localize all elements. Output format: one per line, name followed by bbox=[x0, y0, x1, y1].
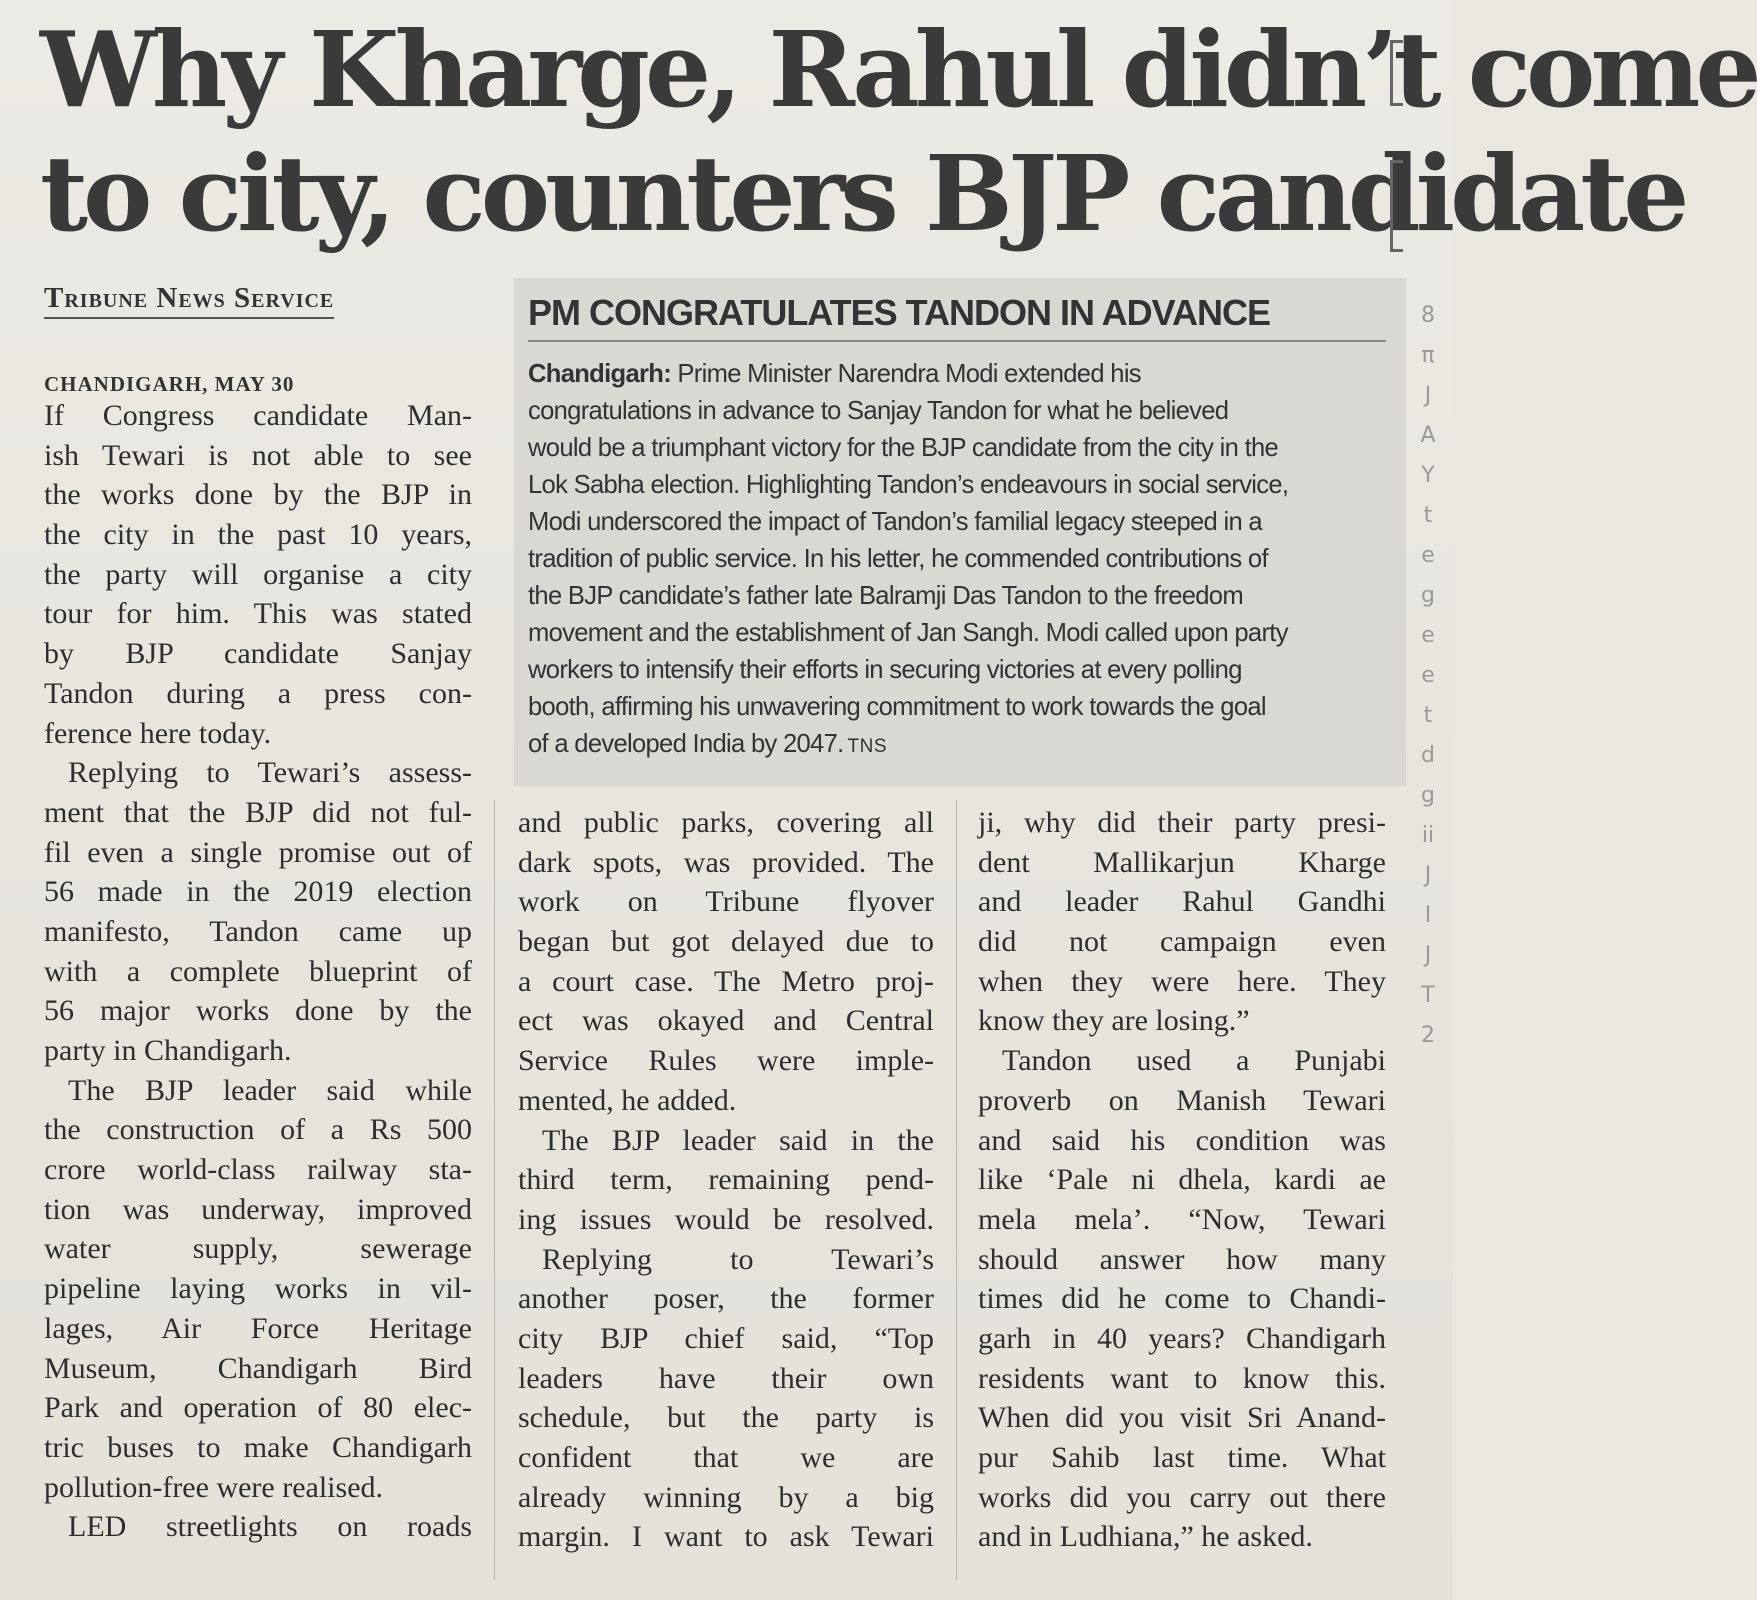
column-line: another poser, the former bbox=[518, 1282, 934, 1316]
headline bbox=[40, 8, 1757, 256]
column-line: The BJP leader said while bbox=[68, 1073, 472, 1107]
sidebar-line: Lok Sabha election. Highlighting Tandon’s endeavours in social service, bbox=[528, 471, 1289, 499]
column-line: leaders have their own bbox=[518, 1361, 934, 1395]
margin-char: T bbox=[1421, 983, 1435, 1008]
column-line: LED streetlights on roads bbox=[68, 1510, 472, 1544]
sidebar-line: workers to intensify their efforts in securing victories at every polling bbox=[528, 656, 1242, 684]
column-line: Tandon during a press con- bbox=[44, 676, 472, 710]
headline-line-1: Why Kharge, Rahul didn’t come bbox=[40, 8, 1757, 131]
sidebar-line: would be a triumphant victory for the BJP candidate from the city in the bbox=[528, 434, 1279, 462]
column-line: pollution-free were realised. bbox=[44, 1470, 384, 1504]
column-line: already winning by a big bbox=[518, 1480, 934, 1514]
column-line: began but got delayed due to bbox=[518, 925, 934, 959]
column-line: a court case. The Metro proj- bbox=[518, 964, 934, 998]
column-line: party in Chandigarh. bbox=[44, 1034, 292, 1067]
sidebar-line: booth, affirming his unwavering commitment to work towards the goal bbox=[528, 693, 1266, 721]
column-line: ment that the BJP did not ful- bbox=[44, 795, 472, 829]
column-line: When did you visit Sri Anand- bbox=[978, 1401, 1386, 1435]
sidebar-line bbox=[528, 726, 1386, 765]
column-line: like ‘Pale ni dhela, kardi ae bbox=[978, 1163, 1386, 1197]
column-line: mented, he added. bbox=[518, 1083, 737, 1117]
article-column-3 bbox=[978, 803, 1386, 1557]
column-line: If Congress candidate Man- bbox=[44, 399, 472, 432]
column-line: water supply, sewerage bbox=[44, 1232, 472, 1266]
margin-char: e bbox=[1421, 543, 1435, 568]
column-rule bbox=[956, 800, 957, 1580]
margin-char: A bbox=[1420, 423, 1436, 448]
sidebar-title: PM CONGRATULATES TANDON IN ADVANCE bbox=[528, 292, 1386, 342]
column-line: the city in the past 10 years, bbox=[44, 518, 472, 552]
column-line: crore world-class railway sta- bbox=[44, 1153, 472, 1187]
column-line: ect was okayed and Central bbox=[518, 1004, 934, 1038]
margin-char: J bbox=[1424, 383, 1432, 408]
column-line: The BJP leader said in the bbox=[542, 1123, 934, 1157]
column-line: fil even a single promise out of bbox=[44, 835, 472, 869]
sidebar-credit: TNS bbox=[847, 736, 888, 757]
column-line: tion was underway, improved bbox=[44, 1192, 472, 1226]
column-line: lages, Air Force Heritage bbox=[44, 1311, 472, 1345]
column-line: Service Rules were imple- bbox=[518, 1044, 934, 1078]
column-line: residents want to know this. bbox=[978, 1361, 1386, 1395]
margin-char: t bbox=[1423, 503, 1433, 528]
margin-char: J bbox=[1424, 863, 1432, 888]
column-line: 56 major works done by the bbox=[44, 994, 472, 1028]
byline: Tribune News Service bbox=[44, 282, 334, 319]
column-line: Tandon used a Punjabi bbox=[1002, 1044, 1386, 1078]
sidebar-line: congratulations in advance to Sanjay Tandon for what he believed bbox=[528, 397, 1229, 425]
margin-char: I bbox=[1424, 903, 1432, 928]
sidebar-line: movement and the establishment of Jan Sangh. Modi called upon party bbox=[528, 619, 1288, 647]
edge-bracket-bottom bbox=[1390, 160, 1403, 252]
column-line: schedule, but the party is bbox=[518, 1401, 934, 1435]
sidebar-line bbox=[528, 356, 1386, 393]
column-line: Replying to Tewari’s assess- bbox=[68, 756, 472, 790]
column-line: and in Ludhiana,” he asked. bbox=[978, 1520, 1313, 1554]
column-line: and said his condition was bbox=[978, 1123, 1386, 1157]
column-line: third term, remaining pend- bbox=[518, 1163, 934, 1197]
column-line: manifesto, Tandon came up bbox=[44, 914, 472, 948]
column-line: works did you carry out there bbox=[978, 1480, 1386, 1514]
column-line: times did he come to Chandi- bbox=[978, 1282, 1386, 1316]
column-line: tric buses to make Chandigarh bbox=[44, 1430, 472, 1464]
column-line: know they are losing.” bbox=[978, 1004, 1250, 1038]
column-line: with a complete blueprint of bbox=[44, 954, 472, 988]
column-line: dark spots, was provided. The bbox=[518, 845, 934, 879]
column-line: and public parks, covering all bbox=[518, 806, 934, 839]
column-line: ji, why did their party presi- bbox=[978, 806, 1386, 839]
sidebar-line: Modi underscored the impact of Tandon’s familial legacy steeped in a bbox=[528, 508, 1262, 536]
margin-char: t bbox=[1423, 703, 1433, 728]
margin-char: e bbox=[1421, 623, 1435, 648]
column-line: when they were here. They bbox=[978, 964, 1386, 998]
adjacent-column-fragments bbox=[1408, 296, 1448, 1056]
column-line: ish Tewari is not able to see bbox=[44, 438, 472, 472]
margin-char: 2 bbox=[1421, 1023, 1435, 1048]
sidebar-line: the BJP candidate’s father late Balramji Das Tandon to the freedom bbox=[528, 582, 1243, 610]
column-line: dent Mallikarjun Kharge bbox=[978, 845, 1386, 879]
margin-char: d bbox=[1421, 743, 1435, 768]
column-line: by BJP candidate Sanjay bbox=[44, 637, 472, 671]
column-line: mela mela’. “Now, Tewari bbox=[978, 1202, 1386, 1236]
margin-char: e bbox=[1421, 663, 1435, 688]
margin-char: π bbox=[1421, 343, 1435, 368]
column-line: should answer how many bbox=[978, 1242, 1386, 1276]
column-line: confident that we are bbox=[518, 1441, 934, 1474]
column-line: the party will organise a city bbox=[44, 557, 472, 591]
column-line: did not campaign even bbox=[978, 925, 1386, 959]
column-line: the construction of a Rs 500 bbox=[44, 1113, 472, 1147]
sidebar-body bbox=[528, 356, 1386, 765]
column-line: garh in 40 years? Chandigarh bbox=[978, 1321, 1386, 1355]
edge-bracket-top bbox=[1390, 40, 1403, 106]
column-line: margin. I want to ask Tewari bbox=[518, 1520, 934, 1554]
sidebar-line: tradition of public service. In his letter, he commended contributions of bbox=[528, 545, 1268, 573]
column-line: 56 made in the 2019 election bbox=[44, 875, 472, 909]
column-line: Park and operation of 80 elec- bbox=[44, 1391, 472, 1425]
column-line: pipeline laying works in vil- bbox=[44, 1272, 472, 1306]
sidebar-lead: Chandigarh: bbox=[528, 360, 672, 388]
column-line: pur Sahib last time. What bbox=[978, 1441, 1386, 1474]
margin-char: ii bbox=[1421, 823, 1435, 848]
sidebar-line-text: Prime Minister Narendra Modi extended his bbox=[671, 360, 1141, 388]
margin-char: 8 bbox=[1421, 303, 1435, 328]
column-line: the works done by the BJP in bbox=[44, 478, 472, 512]
column-line: Replying to Tewari’s bbox=[542, 1242, 934, 1276]
column-rule bbox=[494, 800, 495, 1580]
sidebar-box bbox=[514, 278, 1406, 786]
article-column-2 bbox=[518, 803, 934, 1557]
margin-char: g bbox=[1421, 783, 1435, 808]
article-column-1 bbox=[44, 396, 472, 1547]
dateline: CHANDIGARH, MAY 30 bbox=[44, 372, 295, 396]
column-line: city BJP chief said, “Top bbox=[518, 1321, 934, 1355]
column-line: and leader Rahul Gandhi bbox=[978, 885, 1386, 919]
margin-char: J bbox=[1424, 943, 1432, 968]
column-line: ference here today. bbox=[44, 716, 272, 750]
margin-char: Y bbox=[1421, 463, 1435, 488]
column-line: Museum, Chandigarh Bird bbox=[44, 1351, 472, 1385]
column-line: tour for him. This was stated bbox=[44, 597, 472, 631]
column-line: work on Tribune flyover bbox=[518, 885, 934, 919]
margin-char: g bbox=[1421, 583, 1435, 608]
column-line: ing issues would be resolved. bbox=[518, 1202, 934, 1236]
sidebar-line-text: of a developed India by 2047. bbox=[528, 730, 844, 758]
column-line: proverb on Manish Tewari bbox=[978, 1083, 1386, 1117]
headline-line-2: to city, counters BJP candidate bbox=[40, 132, 1685, 255]
